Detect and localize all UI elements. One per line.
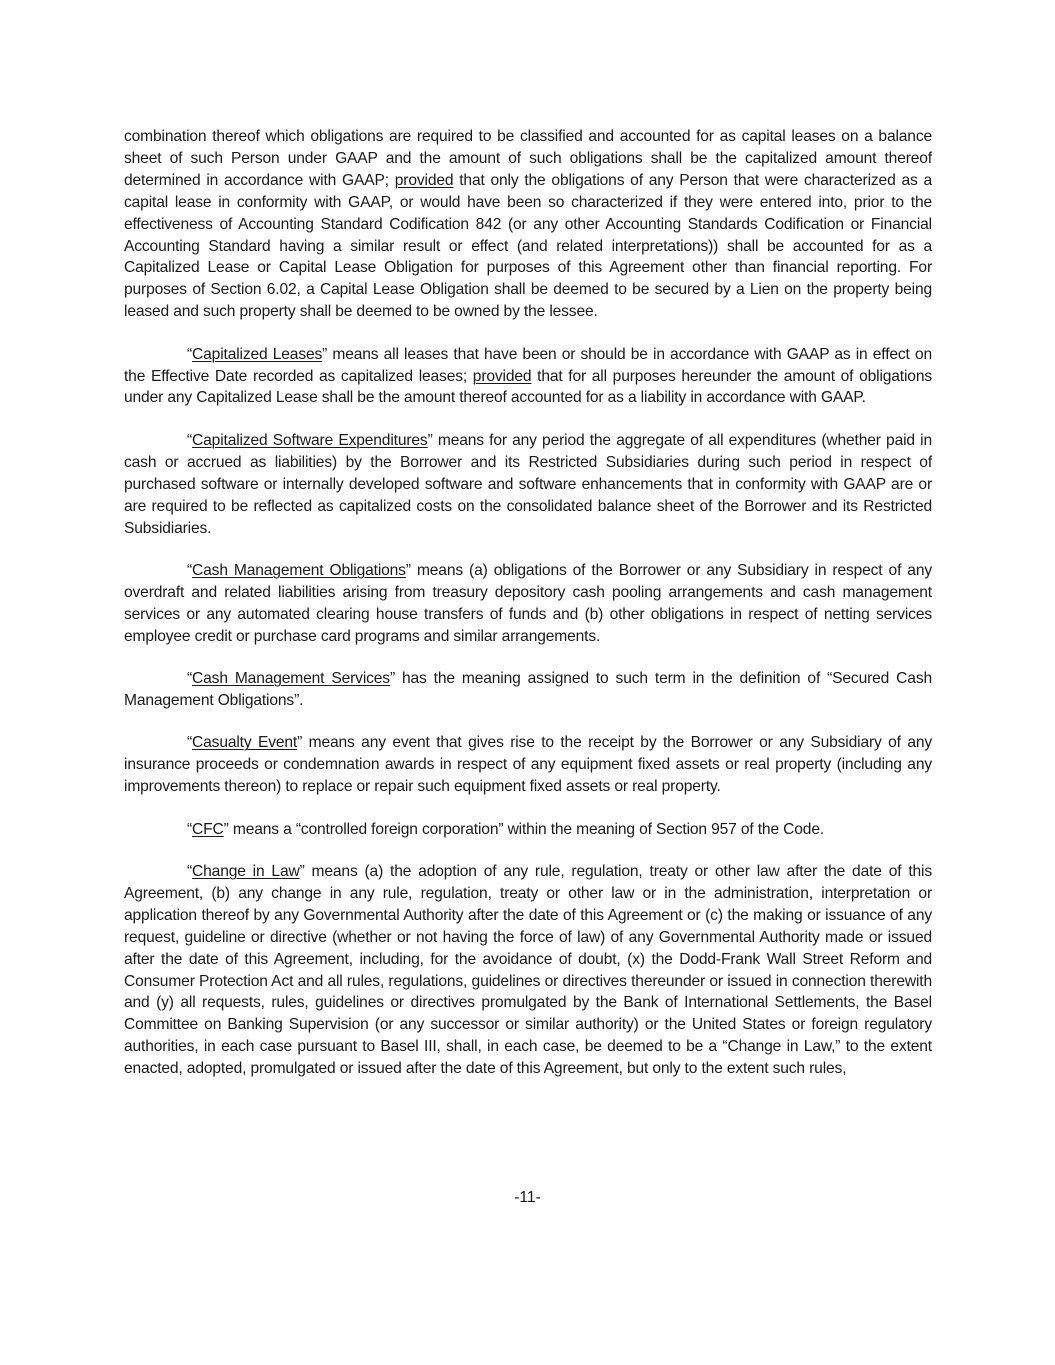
definition-paragraph: “Cash Management Obligations” means (a) obligations of the Borrower or any Subsidiary in respect of any overdraft and related liabilities arising from treasury depository cash pooling arrangements and cash management services or any automated clearing house transfers of funds and (b) other obligations in respect of netting services employee credit or purchase card programs and similar arrangements. [124,561,932,645]
paragraph-text: has the meaning assigned to such term in the definition of “Secured Cash Management Obligations”. [124,670,932,709]
underlined-proviso: provided [394,171,454,189]
paragraph-text: means for any period the aggregate of all expenditures (whether paid in cash or accrued as liabilities) by the Borrower and its Restricted Subsidiaries during such period in respect of purchased software or internally developed software and software enhancements that in conformity with GAAP are or are required to be reflected as capitalized costs on the consolidated balance sheet of the Borrower and its Restricted Subsidiaries. [124,431,933,537]
definition-paragraph: “Cash Management Services” has the meaning assigned to such term in the definition of “Secured Cash Management Obligations”. [124,670,932,709]
defined-term: Casualty Event [192,734,298,752]
definition-paragraph: “CFC” means a “controlled foreign corporation” within the meaning of Section 957 of the Code. [187,820,825,838]
continuation-paragraph [124,126,932,323]
document-body [124,126,932,1101]
paragraph-text: means any event that gives rise to the receipt by the Borrower or any Subsidiary of any insurance proceeds or condemnation awards in respect of any equipment fixed assets or real property (including any improvements thereon) to replace or repair such equipment fixed assets or real property. [124,734,933,796]
paragraph-text: that for all purposes hereunder the amount of obligations under any Capitalized Lease shall be the amount thereof accounted for as a liability in accordance with GAAP. [124,367,932,407]
paragraph-text: means a “controlled foreign corporation” within the meaning of Section 957 of the Code. [228,820,825,838]
paragraph-text: means (a) obligations of the Borrower or any Subsidiary in respect of any overdraft and related liabilities arising from treasury depository cash pooling arrangements and cash management services or any automated clearing house transfers of funds and (b) other obligations in respect of netting services employee credit or purchase card programs and similar arrangements. [124,561,932,645]
page-number: -11- [514,1189,541,1206]
defined-term: Capitalized Leases [192,345,323,363]
definition-paragraph: “Casualty Event” means any event that gives rise to the receipt by the Borrower or any Subsidiary of any insurance proceeds or condemnation awards in respect of any equipment fixed assets or real property (including any improvements thereon) to replace or repair such equipment fixed assets or real property. [124,734,933,796]
underlined-proviso: provided [472,367,532,385]
definition-paragraph: “Change in Law” means (a) the adoption of any rule, regulation, treaty or other law after the date of this Agreement, (b) any change in any rule, regulation, treaty or other law or in the administration, interpretation or application thereof by any Governmental Authority after the date of this Agreement or (c) the making or issuance of any request, guideline or directive (whether or not having the force of law) of any Governmental Authority made or issued after the date of this Agreement, including, for the avoidance of doubt, (x) the Dodd-Frank Wall Street Reform and Consumer Protection Act and all rules, regulations, guidelines or directives thereunder or issued in connection therewith and (y) all requests, rules, guidelines or directives promulgated by the Bank of International Settlements, the Basel Committee on Banking Supervision (or any successor or similar authority) or the United States or foreign regulatory authorities, in each case pursuant to Basel III, shall, in each case, be deemed to be a “Change in Law,” to the extent enacted, adopted, promulgated or issued after the date of this Agreement, but only to the extent such rules, [124,862,932,1078]
defined-term: Change in Law [192,862,300,880]
defined-term: Cash Management Obligations [192,561,406,579]
defined-term: Cash Management Services [192,670,390,688]
paragraph-text: means (a) the adoption of any rule, regulation, treaty or other law after the date of this Agreement, (b) any change in any rule, regulation, treaty or other law or in the administration, interpretation or application thereof by any Governmental Authority after the date of this Agreement or (c) the making or issuance of any request, guideline or directive (whether or not having the force of law) of any Governmental Authority made or issued after the date of this Agreement, including, for the avoidance of doubt, (x) the Dodd-Frank Wall Street Reform and Consumer Protection Act and all rules, regulations, guidelines or directives thereunder or issued in connection therewith and (y) all requests, rules, guidelines or directives promulgated by the Bank of International Settlements, the Basel Committee on Banking Supervision (or any successor or similar authority) or the United States or foreign regulatory authorities, in each case pursuant to Basel III, shall, in each case, be deemed to be a “Change in Law,” to the extent enacted, adopted, promulgated or issued after the date of this Agreement, but only to the extent such rules, [124,862,932,1078]
paragraph-text: combination thereof which obligations are required to be classified and accounted for as capital leases on a balance sheet of such Person under GAAP and the amount of such obligations shall be the capitalized amount thereof determined in accordance with GAAP; [124,128,932,189]
defined-term: CFC [192,820,224,838]
definition-paragraph: “Capitalized Leases” means all leases that have been or should be in accordance with GAAP as in effect on the Effective Date recorded as capitalized leases; provided that for all purposes hereunder the amount of obligations under any Capitalized Lease shall be the amount thereof accounted for as a liability in accordance with GAAP. [124,345,932,407]
paragraph-text: means all leases that have been or should be in accordance with GAAP as in effect on the Effective Date recorded as capitalized leases; [124,345,932,385]
defined-term: Capitalized Software Expenditures [192,431,428,449]
definition-paragraph: “Capitalized Software Expenditures” means for any period the aggregate of all expenditures (whether paid in cash or accrued as liabilities) by the Borrower and its Restricted Subsidiaries during such period in respect of purchased software or internally developed software and software enhancements that in conformity with GAAP are or are required to be reflected as capitalized costs on the consolidated balance sheet of the Borrower and its Restricted Subsidiaries. [124,431,933,537]
paragraph-text: that only the obligations of any Person that were characterized as a capital lease in conformity with GAAP, or would have been so characterized if they were entered into, prior to the effectiveness of Accounting Standard Codification 842 (or any other Accounting Standards Codification or Financial Accounting Standard having a similar result or effect (and related interpretations)) shall be accounted for as a Capitalized Lease or Capital Lease Obligation for purposes of this Agreement other than financial reporting. For purposes of Section 6.02, a Capital Lease Obligation shall be deemed to be secured by a Lien on the property being leased and such property shall be deemed to be owned by the lessee. [124,171,932,321]
